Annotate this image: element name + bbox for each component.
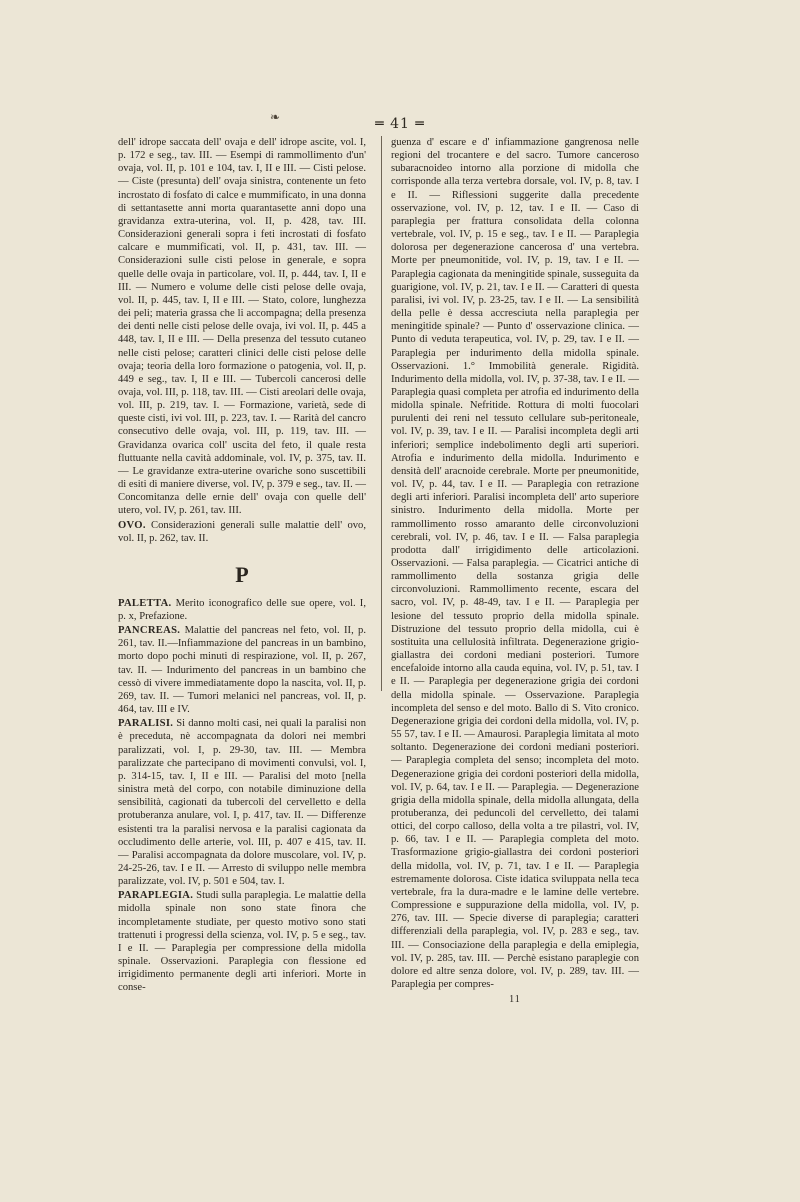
entry-heading: PALETTA. <box>118 597 172 609</box>
entry-heading: OVO. <box>118 519 146 531</box>
section-letter: P <box>235 561 249 587</box>
index-entry <box>118 624 366 716</box>
ink-mark-icon: ❧ <box>270 110 281 124</box>
header-rule-right: ═ <box>415 116 425 132</box>
left-entries-before-section <box>118 136 366 545</box>
entry-text: Merito iconografico delle sue opere, vol. I, p. x, Prefazione. <box>118 597 366 622</box>
right-column-text: guenza d' escare e d' infiammazione gangrenosa nelle regioni del trocantere e del sacro. Tumore canceroso subaracnoideo intorno alla porzione di midolla che corrisponde alla terza vertebra dorsale, vol. IV, p. 8, tav. I e II. — Riflessioni suggerite dalla precedente osservazione, vol. IV, p. 12, tav. I e II. — Caso di paraplegia per frattura consolidata della colonna vertebrale, vol. IV, p. 15 e seg., tav. I e II. — Paraplegia dolorosa per degenerazione cancerosa d' una vertebra. Morte per pneumonitide, vol. IV, p. 19, tav. I e II. — Paraplegia cagionata da meningitide spinale, susseguita da guarigione, vol. IV, p. 21, tav. I e II. — Caratteri di questa paralisi, ivi vol. IV, p. 23-25, tav. I e II. — La sensibilità della pelle è dessa accresciuta nella paraplegia per meningitide spinale? — Punto d' osservazione clinica. — Punto di veduta terapeutica, vol. IV, p. 29, tav. I e II. — Paraplegia per indurimento della midolla spinale. Osservazioni. 1.° Immobilità generale. Rigidità. Indurimento della midolla, vol. IV, p. 37-38, tav. I e II. — Paraplegia quasi completa per atrofia ed indurimento della midolla spinale. Nefritide. Rottura di molti fuocolari purulenti dei reni nel tessuto cellulare sub-peritoneale, vol. IV, p. 39, tav. I e II. — Paralisi incompleta degli arti inferiori; semplice indebolimento degli arti superiori. Atrofia e indurimento della midolla. Indurimento e densità dell' aracnoide cerebrale. Morte per pneumonitide, vol. IV, p. 44, tav. I e II. — Paraplegia con retrazione degli arti inferiori. Paralisi incompleta dell' arto superiore sinistro. Indurimento della midolla. Morte per rammollimento rosso amaranto delle circonvoluzioni cerebrali, vol. IV, p. 46, tav. I e II. — Falsa paraplegia prodotta dall' irrigidimento delle articolazioni. Osservazioni. — Falsa paraplegia. — Cicatrici antiche di rammollimento della sostanza grigia delle circonvoluzioni. Rammollimento recente, escara del sacro, vol. IV, p. 48-49, tav. I e II. — Paraplegia per lesione del tessuto proprio della midolla spinale. Distruzione del tessuto proprio della midolla, cui è sostituita una cellulosità infiltrata. Degenerazione grigio-giallastra dei cordoni mediani posteriori. Tumore encefaloide intorno alla cauda equina, vol. IV, p. 51, tav. I e II. — Paraplegia per degenerazione grigia dei cordoni della midolla spinale. — Osservazione. Paraplegia incompleta del senso e del moto. Ballo di S. Vito cronico. Degenerazione grigia dei cordoni della midolla, vol. IV, p. 55 57, tav. I e II. — Amaurosi. Paraplegia limitata al moto soltanto. Degenerazione dei cordoni mediani posteriori. — Paraplegia completa del senso; incompleta del moto. Degenerazione grigia dei cordoni posteriori della midolla, vol. IV, p. 64, tav. I e II. — Paraplegia. — Degenerazione grigia della midolla spinale, della midolla allungata, della protuberanza, dei peduncoli del cervelletto, dei talami ottici, del corpo calloso, della volta a tre pilastri, vol. IV, p. 66, tav. I e II. — Paraplegia completa del moto. Trasformazione grigio-giallastra dei cordoni posteriori della midolla, vol. IV, p. 71, tav. I e II. — Paraplegia estremamente dolorosa. Ciste idatica sviluppata nella teca vertebrale, fra la dura-madre e le lamine delle vertebre. Compressione e suppurazione della midolla, vol. IV, p. 276, tav. III. — Specie diverse di paraplegia; caratteri differenziali della paraplegia, vol. IV, p. 283 e seg., tav. III. — Consociazione della paraplegia e della emiplegia, vol. IV, p. 285, tav. III. — Perchè esistano paraplegie con dolore ed altre senza dolore, vol. IV, p. 289, tav. III. — Paraplegia per compres- <box>391 137 639 990</box>
entry-heading: PANCREAS. <box>118 625 181 637</box>
index-entry <box>118 889 366 994</box>
signature-mark: 11 <box>509 994 521 1006</box>
left-column <box>118 136 366 996</box>
index-entry <box>118 519 366 545</box>
index-entry <box>118 597 366 623</box>
page-number: 41 <box>390 116 410 132</box>
right-column <box>391 136 639 1006</box>
entry-text: Considerazioni generali sulle malattie dell' ovo, vol. II, p. 262, tav. II. <box>118 519 366 544</box>
entry-text: dell' idrope saccata dell' ovaja e dell' idrope ascite, vol. I, p. 172 e seg., tav. III. — Esempi di rammollimento d'un' ovaja, vol. II, p. 101 e 104, tav. I, II e III. — Cisti pelose. — Ciste (presunta) dell' ovaja sinistra, contenente un feto incrostato di fosfato di calce e mummificato, in una donna di settantasette anni morta quarantasette anni dopo una gravidanza extra-uterina, vol. II, p. 428, tav. III. Considerazioni generali sopra i feti incrostati di fosfato calcare e mummificati, vol. II, p. 431, tav. III. — Considerazioni sulle cisti pelose in generale, e sopra quelle delle ovaja in particolare, vol. II, p. 444, tav. I, II e III. — Numero e volume delle cisti pelose delle ovaja, vol. II, p. 445, tav. I, II e III. — Stato, colore, lunghezza dei peli; materia grassa che li accompagna; della presenza dei denti nelle cisti pelose delle ovaja, ivi vol. II, p. 445 a 448, tav. I, II e III. — Della presenza del tessuto cutaneo nelle cisti pelose; caratteri clinici delle cisti pelose delle ovaja; teoria della loro formazione o patogenia, vol. II, p. 449 e seg., tav. I, II e III. — Tubercoli cancerosi delle ovaja, vol. III, p. 118, tav. III. — Cisti areolari delle ovaja, vol. III, p. 219, tav. I. — Formazione, varietà, sede di queste cisti, ivi vol. III, p. 223, tav. I. — Rarità del cancro consecutivo delle ovaja, vol. III, p. 119, tav. III. — Gravidanza ovarica coll' uscita del feto, il quale resta fluttuante nella cavità addominale, vol. IV, p. 375, tav. II. — Le gravidanze extra-uterine ovariche sono suscettibili di esiti di maniere diverse, vol. IV, p. 379 e seg., tav. II. — Concomitanza delle ernie dell' ovaja con quelle dell' utero, vol. IV, p. 261, tav. III. <box>118 137 366 517</box>
entry-heading: PARAPLEGIA. <box>118 890 194 902</box>
entry-text: Studi sulla paraplegia. Le malattie della midolla spinale non sono state finora che incompletamente studiate, per questo motivo sono stati trattenuti i progressi della scienza, vol. IV, p. 5 e seg., tav. I e II. — Paraplegia per compressione della midolla spinale. Osservazioni. Paraplegia con flessione ed irrigidimento permanente degli arti inferiori. Morte in conse- <box>118 890 366 994</box>
entry-heading: PARALISI. <box>118 718 174 730</box>
entry-text: Si danno molti casi, nei quali la paralisi non è preceduta, nè accompagnata da dolori nei membri paralizzati, vol. I, p. 29-30, tav. III. — Membra paralizzate che partecipano di movimenti convulsi, vol. I, p. 314-15, tav. I, II e III. — Paralisi del moto [nella sinistra metà del corpo, con notabile diminuzione della sensibilità, cagionati da tubercoli del cervelletto e della protuberanza anulare, vol. I, p. 417, tav. II. — Differenze esistenti tra la paralisi nervosa e la paralisi cagionata da occludimento delle arterie, vol. III, p. 407 e 415, tav. II. — Paralisi accompagnata da dolore muscolare, vol. IV, p. 24-25-26, tav. I e II. — Arresto di sviluppo nelle membra paralizzate, vol. IV, p. 501 e 504, tav. I. <box>118 718 366 888</box>
column-divider <box>381 136 382 691</box>
page-header <box>0 116 800 132</box>
index-entry <box>118 717 366 888</box>
entry-text: Malattie del pancreas nel feto, vol. II, p. 261, tav. II.—Infiammazione del pancreas in un bambino, morto dopo pochi minuti di respirazione, vol. II, p. 267, tav. II. — Indurimento del pancreas in un bambino che cessò di vivere immediatamente dopo la nascita, vol. II, p. 269, tav. II. — Tumori melanici nel pancreas, vol. II, p. 464, tav. III e IV. <box>118 625 366 716</box>
header-rule-left: ═ <box>375 116 385 132</box>
index-entry <box>118 136 366 518</box>
left-entries-after-section <box>118 597 366 995</box>
